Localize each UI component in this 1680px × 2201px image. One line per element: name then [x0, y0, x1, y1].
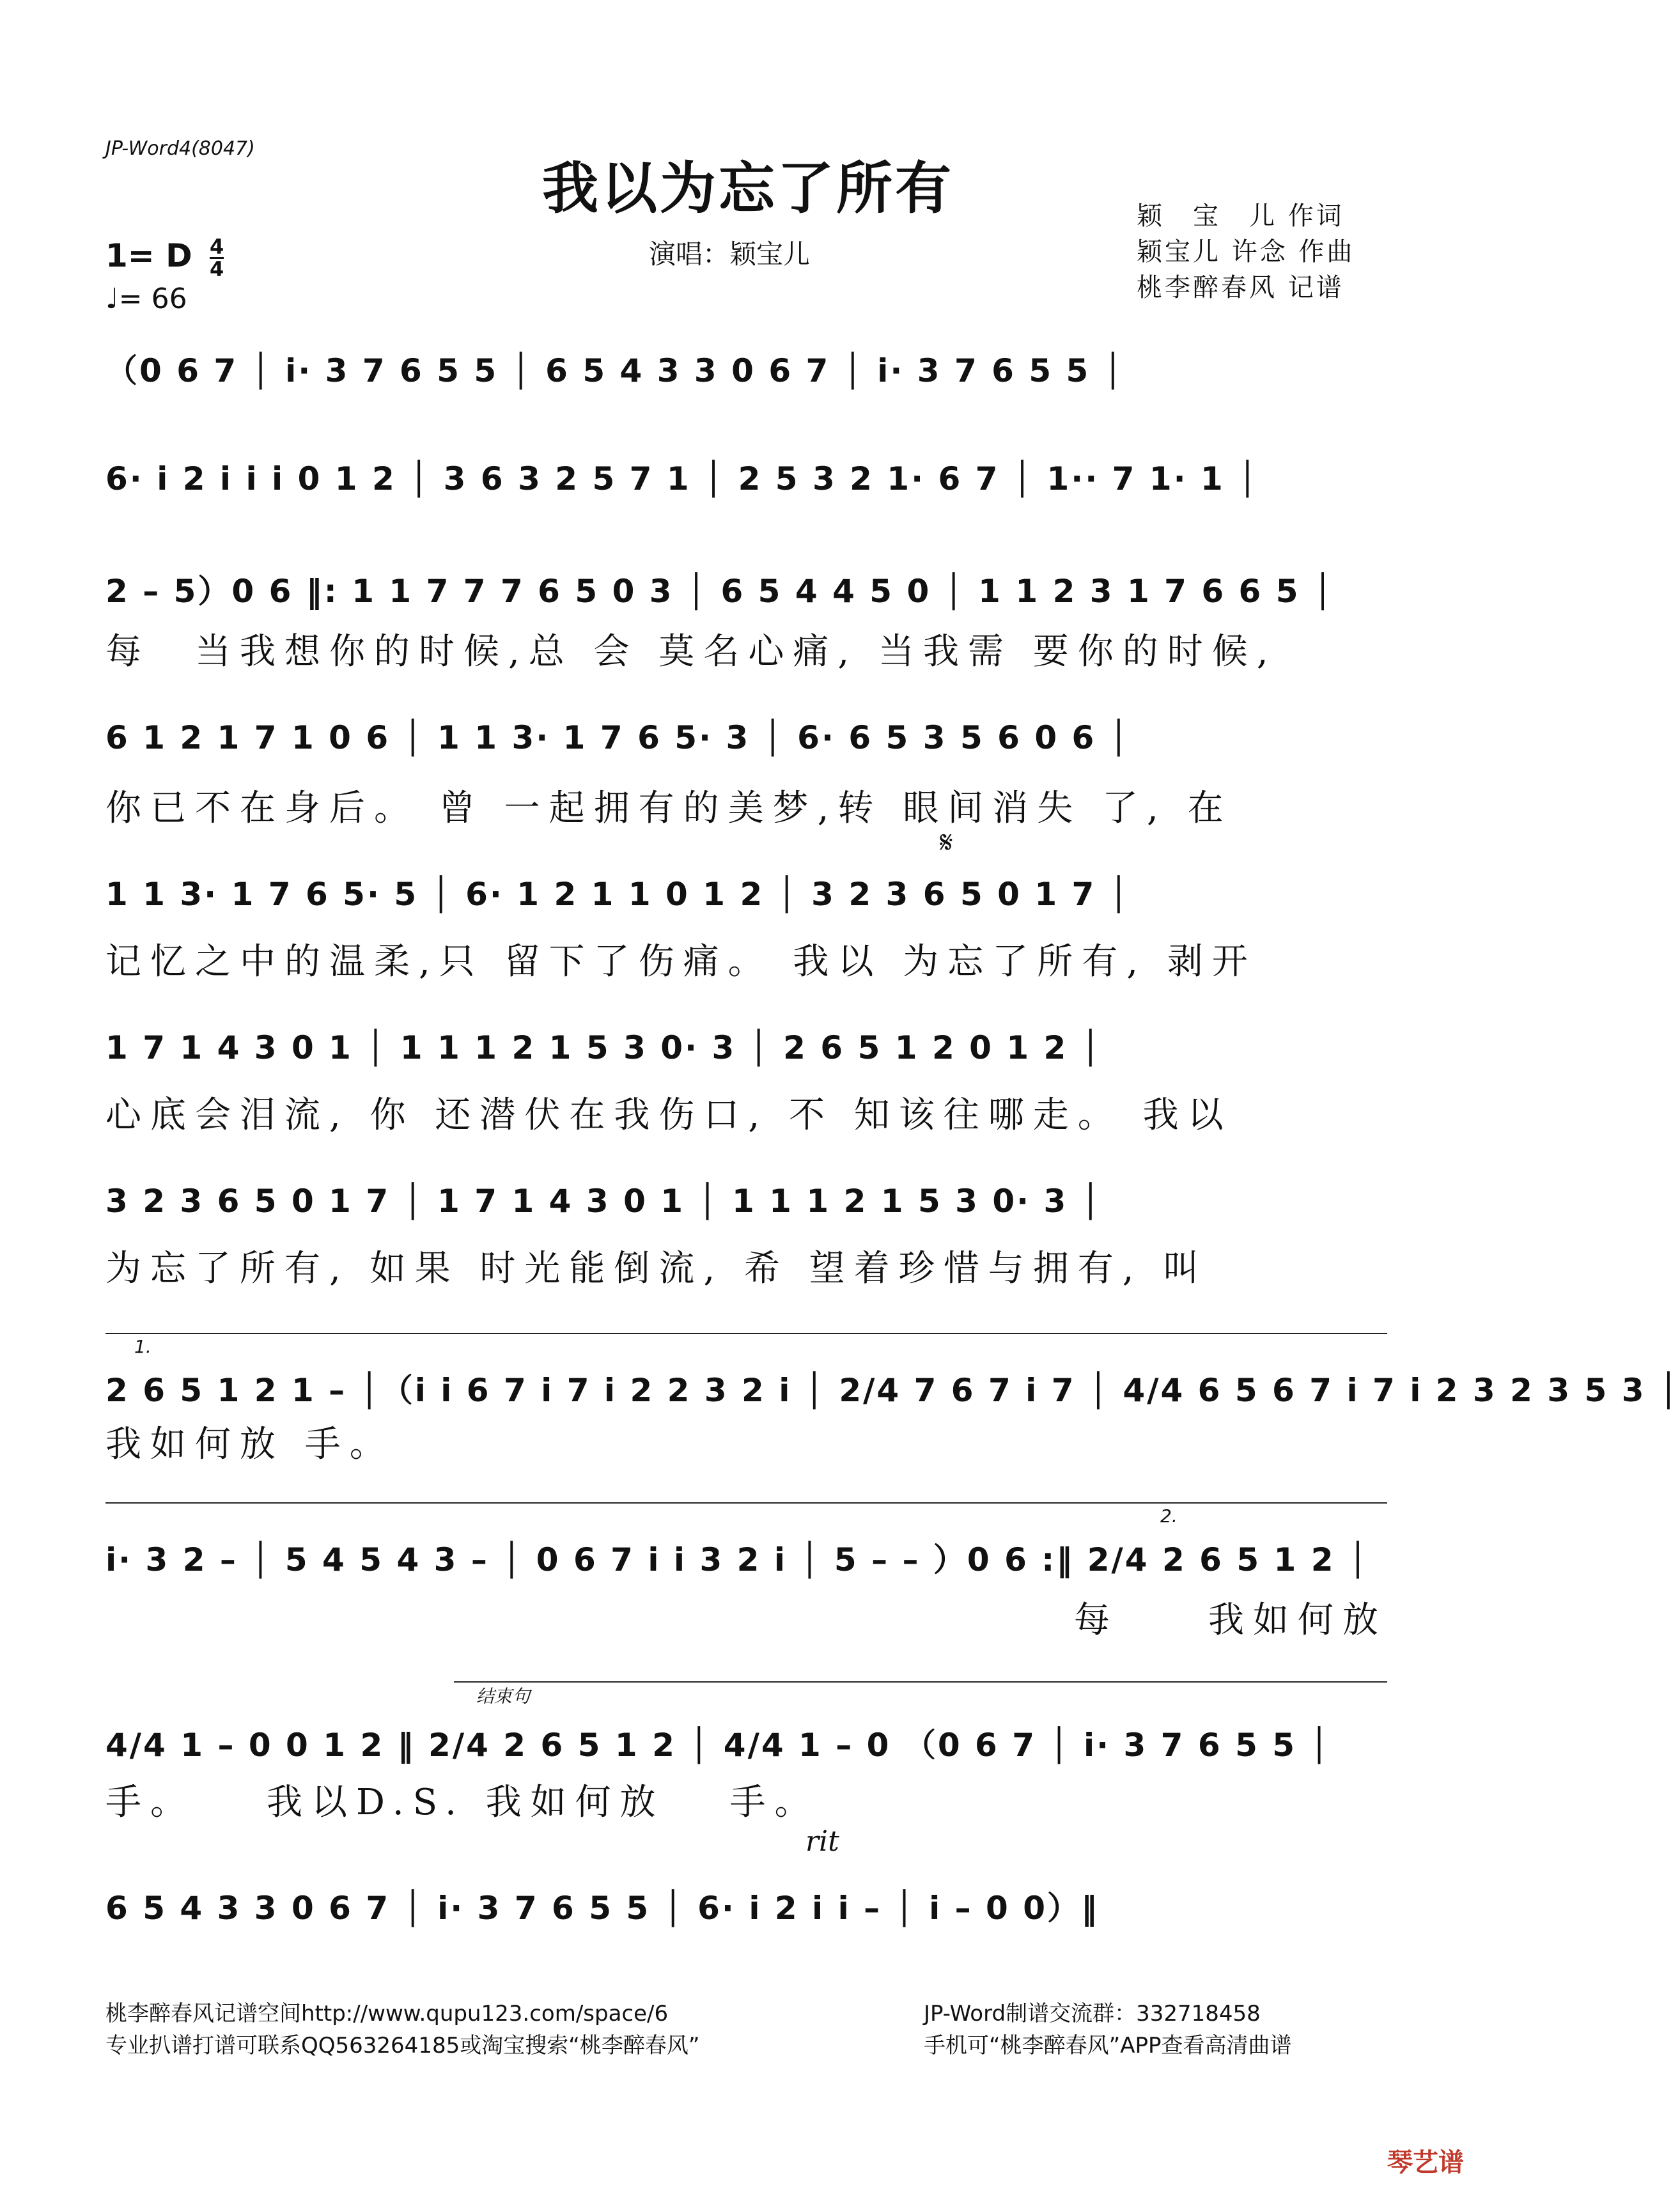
time-signature	[210, 237, 224, 279]
lyric-row-5: 记忆之中的温柔,只 留下了伤痛。 我以 为忘了所有, 剥开	[105, 941, 1257, 983]
composer-credit: 颖宝儿 许念 作曲	[1137, 237, 1355, 267]
footer-app: 手机可“桃李醉春风”APP查看高清曲谱	[924, 2033, 1292, 2058]
score-row-1: （0 6 7 │ i· 3 7 6 5 5 │ 6 5 4 3 3 0 6 7 │ i· 3 7 6 5 5 │	[105, 352, 1124, 389]
time-sig-top: 4	[210, 235, 224, 259]
score-row-5: 1 1 3· 1 7 6 5· 5 │ 6· 1 2 1 1 0 1 2 │ 3 2 3 6 5 0 1 7 │	[105, 876, 1130, 913]
credits	[1137, 198, 1355, 306]
footer-group: JP-Word制谱交流群：332718458	[924, 2001, 1261, 2026]
lyric-row-10: 手。 我以D.S. 我如何放 手。	[105, 1782, 820, 1823]
score-row-8: 2 6 5 1 2 1 – │（i i 6 7 i 7 i 2 2 3 2 i │ 2/4 7 6 7 i 7 │ 4/4 6 5 6 7 i 7 i 2 3 2 3 5 3 │	[105, 1372, 1680, 1409]
time-sig-bottom: 4	[210, 257, 224, 281]
lyric-row-8: 我如何放 手。	[105, 1424, 394, 1465]
brand-logo: 琴艺谱	[1387, 2148, 1464, 2177]
score-row-10: 4/4 1 – 0 0 1 2 ‖ 2/4 2 6 5 1 2 │ 4/4 1 – 0 （0 6 7 │ i· 3 7 6 5 5 │	[105, 1727, 1331, 1764]
footer-contact: 专业扒谱打谱可联系QQ563264185或淘宝搜索“桃李醉春风”	[105, 2033, 700, 2058]
score-row-2: 6· i 2 i i i 0 1 2 │ 3 6 3 2 5 7 1 │ 2 5 3 2 1· 6 7 │ 1·· 7 1· 1 │	[105, 460, 1259, 497]
key-label: 1= D	[105, 237, 192, 274]
footer-left	[105, 1998, 699, 2062]
key-signature	[105, 237, 224, 279]
transcriber-credit: 桃李醉春风 记谱	[1137, 273, 1344, 302]
song-title: 我以为忘了所有	[541, 155, 954, 221]
score-row-9: i· 3 2 – │ 5 4 5 4 3 – │ 0 6 7 i i 3 2 i │ 5 – – ）0 6 :‖ 2/4 2 6 5 1 2 │	[105, 1541, 1370, 1578]
score-row-3: 2 – 5）0 6 ‖: 1 1 7 7 7 6 5 0 3 │ 6 5 4 4 5 0 │ 1 1 2 3 1 7 6 6 5 │	[105, 573, 1335, 610]
score-row-7: 3 2 3 6 5 0 1 7 │ 1 7 1 4 3 0 1 │ 1 1 1 2 1 5 3 0· 3 │	[105, 1183, 1102, 1220]
lyric-row-9: 每 我如何放	[1074, 1599, 1387, 1641]
volta-2-label: 2.	[1160, 1505, 1178, 1527]
score-row-6: 1 7 1 4 3 0 1 │ 1 1 1 2 1 5 3 0· 3 │ 2 6 5 1 2 0 1 2 │	[105, 1029, 1102, 1066]
software-label: JP-Word4(8047)	[105, 137, 255, 160]
score-row-4: 6 1 2 1 7 1 0 6 │ 1 1 3· 1 7 6 5· 3 │ 6· 6 5 3 5 6 0 6 │	[105, 719, 1130, 756]
lyricist-credit: 颖 宝 儿 作词	[1137, 201, 1344, 231]
ritardando-marking: rit	[805, 1825, 839, 1858]
tempo-marking: ♩= 66	[105, 283, 187, 315]
footer-right	[924, 1998, 1292, 2062]
ending-bracket	[454, 1681, 1387, 1683]
ending-label: 结束句	[476, 1686, 531, 1707]
lyric-row-7: 为忘了所有, 如果 时光能倒流, 希 望着珍惜与拥有, 叫	[105, 1248, 1208, 1289]
volta-1-label: 1.	[134, 1336, 152, 1357]
lyric-row-6: 心底会泪流, 你 还潜伏在我伤口, 不 知该往哪走。 我以	[105, 1094, 1233, 1136]
footer-website: 桃李醉春风记谱空间http://www.qupu123.com/space/6	[105, 2001, 669, 2026]
singer-label: 演唱：颖宝儿	[649, 238, 811, 270]
lyric-row-3: 每 当我想你的时候,总 会 莫名心痛, 当我需 要你的时候,	[105, 631, 1277, 673]
lyric-row-4: 你已不在身后。 曾 一起拥有的美梦,转 眼间消失 了, 在	[105, 788, 1233, 829]
score-row-11: 6 5 4 3 3 0 6 7 │ i· 3 7 6 5 5 │ 6· i 2 i i – │ i – 0 0）‖	[105, 1890, 1100, 1927]
volta-1-bracket	[105, 1333, 1387, 1334]
volta-2-bracket	[105, 1502, 1387, 1504]
segno-sign: 𝄋	[940, 825, 953, 860]
